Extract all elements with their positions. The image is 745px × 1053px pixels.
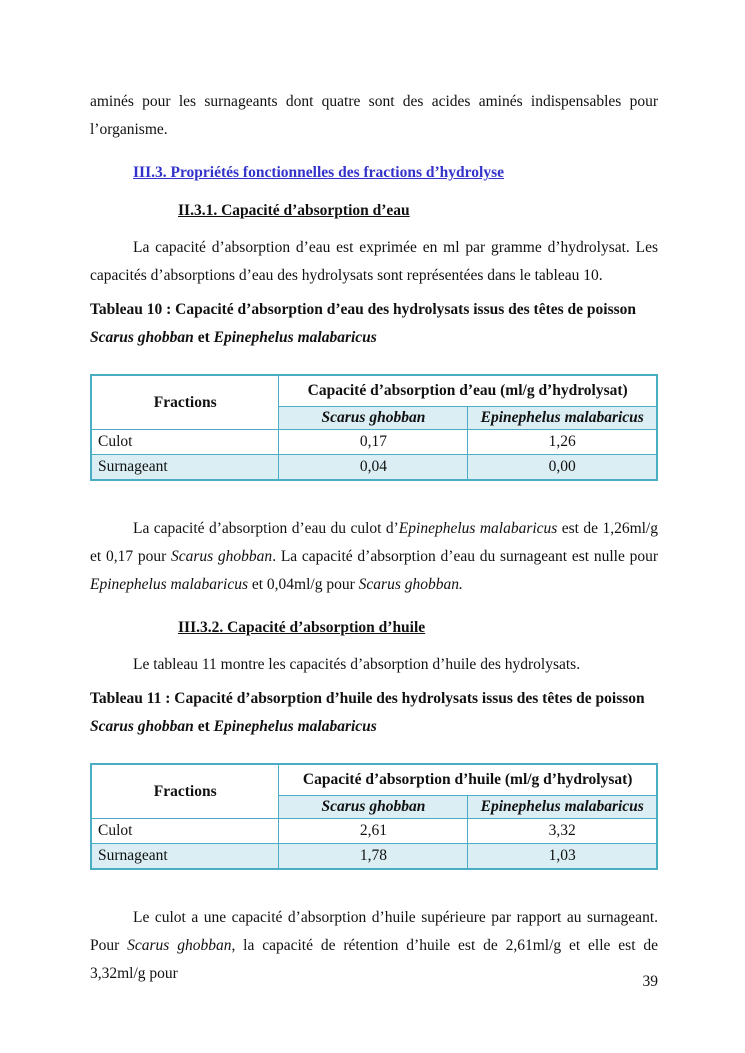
table11-span-header: Capacité d’absorption d’huile (ml/g d’hydrolysat)	[279, 764, 657, 796]
table10-caption-species1: Scarus ghobban	[90, 329, 194, 346]
subheading-oil-absorption: III.3.2. Capacité d’absorption d’huile	[178, 619, 426, 636]
table11-col-species1: Scarus ghobban	[279, 796, 468, 819]
table-row	[91, 764, 657, 796]
subheading-water-absorption: II.3.1. Capacité d’absorption d’eau	[178, 202, 410, 219]
table11-caption	[90, 685, 658, 741]
intro-paragraph: aminés pour les surnageants dont quatre sont des acides aminés indispensables pour l’organisme.	[90, 93, 658, 138]
water-result-text: et 0,04ml/g pour	[248, 576, 359, 593]
table10-caption-text: Tableau 10 : Capacité d’absorption d’eau des hydrolysats issus des têtes de poisson	[90, 301, 637, 318]
table11-col-species2: Epinephelus malabaricus	[468, 796, 657, 819]
table-row	[91, 819, 657, 844]
table10-corner-header: Fractions	[91, 375, 279, 430]
oil-result-species: Scarus ghobban	[127, 937, 232, 954]
table-row	[91, 844, 657, 870]
table10-surnageant-value1: 0,04	[279, 455, 468, 481]
table10-caption-species2: Epinephelus malabaricus	[213, 329, 377, 346]
table10-caption-et: et	[193, 329, 214, 346]
table10-span-header: Capacité d’absorption d’eau (ml/g d’hydrolysat)	[279, 375, 657, 407]
table10-col-species1: Scarus ghobban	[279, 407, 468, 430]
water-intro-paragraph: La capacité d’absorption d’eau est exprimée en ml par gramme d’hydrolysat. Les capacités d’absorptions d’eau des hydrolysats sont représentées dans le tableau 10.	[90, 239, 658, 284]
oil-intro-paragraph: Le tableau 11 montre les capacités d’absorption d’huile des hydrolysats.	[133, 656, 581, 673]
table10-water-absorption	[90, 374, 658, 481]
table10-caption	[90, 296, 658, 352]
table-row	[91, 375, 657, 407]
section-heading: III.3. Propriétés fonctionnelles des fractions d’hydrolyse	[133, 164, 504, 181]
water-result-paragraph	[90, 515, 658, 599]
table10-culot-value1: 0,17	[279, 430, 468, 455]
table11-oil-absorption	[90, 763, 658, 870]
water-result-text: . La capacité d’absorption d’eau du surnageant est nulle pour	[272, 548, 658, 565]
table11-surnageant-value1: 1,78	[279, 844, 468, 870]
table11-row-surnageant-label: Surnageant	[91, 844, 279, 870]
table10-row-culot-label: Culot	[91, 430, 279, 455]
table10-col-species2: Epinephelus malabaricus	[468, 407, 657, 430]
oil-result-text: , la capacité de rétention d’huile est de 2,61ml/g et elle est de 3,32ml/g pour	[90, 937, 658, 982]
table11-corner-header: Fractions	[91, 764, 279, 819]
table11-culot-value2: 3,32	[468, 819, 657, 844]
table10-row-surnageant-label: Surnageant	[91, 455, 279, 481]
water-result-species: Scarus ghobban.	[358, 576, 463, 593]
table11-caption-text: Tableau 11 : Capacité d’absorption d’huile des hydrolysats issus des têtes de poisson	[90, 690, 645, 707]
table11-caption-species1: Scarus ghobban	[90, 718, 194, 735]
water-result-species: Epinephelus malabaricus	[398, 520, 558, 537]
water-result-species: Scarus ghobban	[170, 548, 273, 565]
page-number: 39	[642, 973, 658, 990]
table11-surnageant-value2: 1,03	[468, 844, 657, 870]
table-row	[91, 430, 657, 455]
table11-caption-species2: Epinephelus malabaricus	[213, 718, 377, 735]
table10-culot-value2: 1,26	[468, 430, 657, 455]
table-row	[91, 455, 657, 481]
oil-result-paragraph	[90, 904, 658, 988]
table11-row-culot-label: Culot	[91, 819, 279, 844]
table10-surnageant-value2: 0,00	[468, 455, 657, 481]
table11-caption-et: et	[193, 718, 214, 735]
water-result-text: est de 1,26ml/g et 0,17 pour	[90, 520, 658, 565]
table11-culot-value1: 2,61	[279, 819, 468, 844]
water-result-species: Epinephelus malabaricus	[90, 576, 248, 593]
water-result-text: La capacité d’absorption d’eau du culot d’	[133, 520, 399, 537]
oil-result-text: Le culot a une capacité d’absorption d’huile supérieure par rapport au surnageant. Pour	[90, 909, 658, 954]
